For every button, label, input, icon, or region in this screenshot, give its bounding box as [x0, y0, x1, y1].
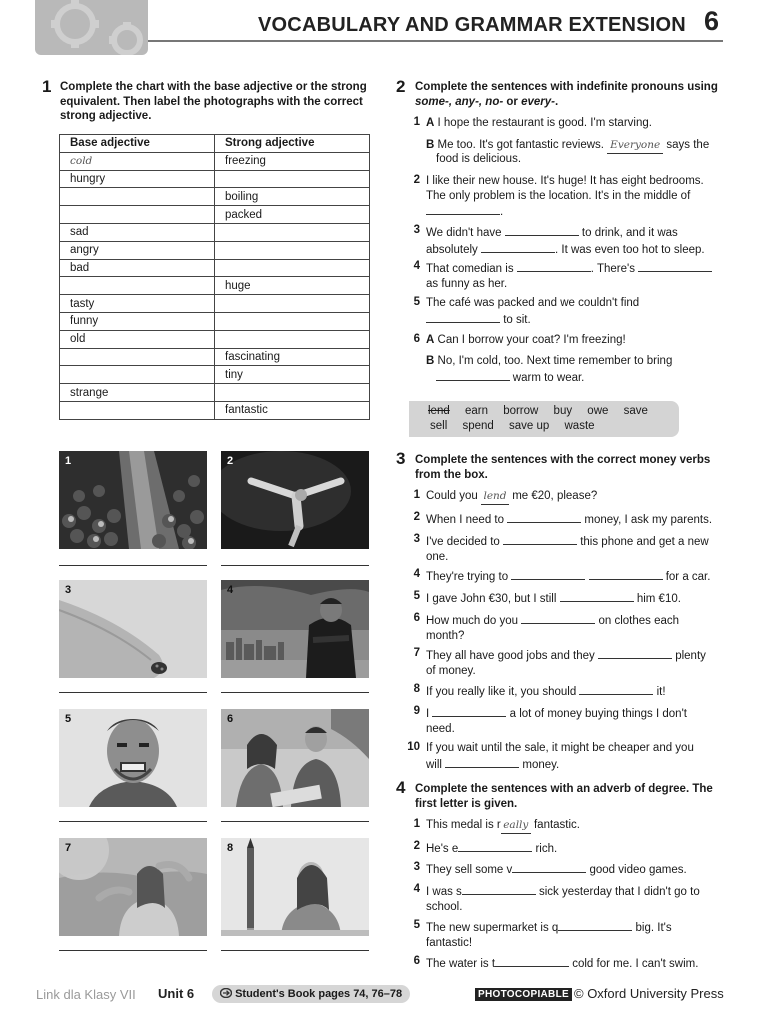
chart-cell-base: bad	[60, 259, 215, 277]
chart-cell-strong[interactable]	[215, 170, 370, 188]
photo-answer-line[interactable]	[221, 821, 369, 822]
photocopiable-badge: PHOTOCOPIABLE	[475, 988, 572, 1001]
students-book-reference: Student's Book pages 74, 76–78	[212, 985, 410, 1003]
ex2-item-4: That comedian is . There's as funny as her.	[426, 260, 726, 291]
photo-number: 6	[227, 713, 234, 725]
ex3-item-9: I a lot of money buying things I don't need.	[426, 705, 726, 736]
answer-blank[interactable]: lend	[481, 489, 509, 505]
chart-cell-base[interactable]	[60, 348, 215, 366]
photo-answer-line[interactable]	[221, 950, 369, 951]
chart-cell-strong: fantastic	[215, 401, 370, 419]
footer-series-title: Link dla Klasy VII	[36, 987, 136, 1002]
answer-blank[interactable]	[512, 861, 586, 873]
chart-cell-base: angry	[60, 241, 215, 259]
footer-unit: Unit 6	[158, 986, 195, 1001]
question-number: 4	[413, 883, 420, 895]
ex2-item-1b-line2: food is delicious.	[436, 153, 522, 165]
answer-blank[interactable]	[445, 756, 519, 768]
photo-answer-line[interactable]	[221, 565, 369, 566]
word-box-item: save up	[509, 420, 550, 432]
chart-cell-strong: tiny	[215, 366, 370, 384]
ex2-item-6a: A Can I borrow your coat? I'm freezing!	[426, 334, 626, 346]
answer-blank[interactable]	[495, 955, 569, 967]
word-box-item: save	[623, 405, 648, 417]
exercise-1-number: 1	[42, 77, 52, 96]
question-number: 2	[413, 511, 420, 523]
ex3-item-8: If you really like it, you should it!	[426, 683, 726, 700]
exercise-1-instruction: Complete the chart with the base adjective or the strong equivalent. Then label the photographs with the correct strong adjective.	[60, 81, 367, 122]
photo-number: 3	[65, 584, 72, 596]
chart-cell-base: funny	[60, 312, 215, 330]
ex2-item-6b: B No, I'm cold, too. Next time remember to bring warm to wear.	[426, 355, 673, 384]
word-box-item: spend	[462, 420, 494, 432]
answer-blank[interactable]	[560, 590, 634, 602]
unit-number: 6	[704, 6, 720, 36]
answer-blank[interactable]	[511, 568, 585, 580]
question-number: 8	[413, 683, 420, 695]
chart-cell-strong[interactable]	[215, 384, 370, 402]
chart-cell-base: hungry	[60, 170, 215, 188]
answer-blank[interactable]	[426, 311, 500, 323]
question-number: 3	[413, 224, 420, 236]
photo-answer-line[interactable]	[221, 692, 369, 693]
answer-blank[interactable]	[458, 840, 532, 852]
ex3-item-10: If you wait until the sale, it might be cheaper and you will money.	[426, 742, 694, 771]
chart-cell-base[interactable]	[60, 188, 215, 206]
question-number: 6	[413, 333, 420, 345]
chart-cell-strong: freezing	[215, 152, 370, 170]
ex2-item-5: The café was packed and we couldn't find to sit.	[426, 297, 640, 326]
chart-cell-base: sad	[60, 223, 215, 241]
question-number: 9	[413, 705, 420, 717]
ex2-item-2: I like their new house. It's huge! It has eight bedrooms. The only problem is the location. It's in the middle of .	[426, 175, 704, 218]
exercise-3-number: 3	[396, 449, 406, 468]
answer-blank[interactable]	[432, 705, 506, 717]
answer-blank[interactable]	[436, 369, 510, 381]
photo-crowded-escalator	[59, 451, 207, 549]
ex3-item-1: Could you lend me €20, please?	[426, 489, 726, 505]
question-number: 5	[413, 296, 420, 308]
header-gear-tab	[35, 0, 148, 55]
chart-cell-strong[interactable]	[215, 223, 370, 241]
chart-cell-strong[interactable]	[215, 330, 370, 348]
publisher-credit: © Oxford University Press	[574, 986, 724, 1001]
question-number: 2	[413, 174, 420, 186]
column-header-base: Base adjective	[60, 135, 215, 153]
chart-cell-strong[interactable]	[215, 241, 370, 259]
money-verbs-word-box	[409, 401, 679, 437]
answer-blank[interactable]	[507, 511, 581, 523]
chart-cell-strong: fascinating	[215, 348, 370, 366]
page-title: VOCABULARY AND GRAMMAR EXTENSION	[258, 14, 686, 36]
photo-laughing-couple	[221, 709, 369, 807]
photo-number: 7	[65, 842, 72, 854]
photo-woman-in-heat	[59, 838, 207, 936]
gear-icon	[35, 0, 148, 55]
question-number: 3	[413, 533, 420, 545]
word-box-item: waste	[564, 420, 595, 432]
photo-answer-line[interactable]	[59, 565, 207, 566]
arrow-icon	[220, 987, 232, 997]
answer-blank[interactable]: Everyone	[607, 138, 663, 154]
question-number: 5	[413, 590, 420, 602]
question-number: 1	[413, 489, 420, 501]
word-box-row	[409, 401, 679, 419]
chart-cell-base: strange	[60, 384, 215, 402]
ex4-item-6: The water is t cold for me. I can't swim.	[426, 955, 726, 972]
question-number: 6	[413, 955, 420, 967]
answer-blank[interactable]	[521, 612, 595, 624]
answer-blank[interactable]: eally	[501, 818, 531, 834]
word-box-item: owe	[587, 405, 609, 417]
photo-number: 2	[227, 455, 234, 467]
question-number: 1	[413, 818, 420, 830]
ex3-item-5: I gave John €30, but I still him €10.	[426, 590, 726, 607]
ex3-item-6: How much do you on clothes each month?	[426, 612, 726, 643]
ex3-item-2: When I need to money, I ask my parents.	[426, 511, 726, 528]
answer-blank[interactable]	[589, 568, 663, 580]
answer-blank[interactable]	[558, 919, 632, 931]
photo-woman-with-giant-pencil	[221, 838, 369, 936]
question-number: 6	[413, 612, 420, 624]
question-number: 2	[413, 840, 420, 852]
question-number: 4	[413, 260, 420, 272]
word-box-item: earn	[464, 405, 488, 417]
word-box-item: buy	[553, 405, 573, 417]
ex4-item-5: The new supermarket is q big. It's fantastic!	[426, 919, 726, 950]
ex3-item-3: I've decided to this phone and get a new one.	[426, 533, 726, 564]
chart-cell-base[interactable]	[60, 206, 215, 224]
chart-cell-base[interactable]	[60, 366, 215, 384]
exercise-3-instruction: Complete the sentences with the correct money verbs from the box.	[415, 454, 711, 481]
answer-blank[interactable]	[503, 533, 577, 545]
chart-cell-strong[interactable]	[215, 259, 370, 277]
photo-number: 1	[65, 455, 72, 467]
answer-blank[interactable]	[505, 224, 579, 236]
answer-blank[interactable]	[426, 203, 500, 215]
question-number: 3	[413, 861, 420, 873]
answer-blank[interactable]	[462, 883, 536, 895]
photo-number: 5	[65, 713, 72, 725]
photo-man-in-cold-city	[221, 580, 369, 678]
photo-angry-man	[59, 709, 207, 807]
chart-cell-base[interactable]	[60, 401, 215, 419]
question-number: 1	[413, 116, 420, 128]
adjective-chart	[59, 134, 370, 420]
chart-cell-strong[interactable]	[215, 312, 370, 330]
photo-answer-line[interactable]	[59, 950, 207, 951]
exercise-2-number: 2	[396, 77, 406, 96]
photo-ladybird-on-finger	[59, 580, 207, 678]
word-box-row	[409, 419, 679, 434]
photo-number: 4	[227, 584, 234, 596]
ex2-item-1b: B Me too. It's got fantastic reviews. Everyone says the	[426, 138, 726, 154]
ex3-item-4: They're trying to for a car.	[426, 568, 726, 585]
header-rule	[148, 40, 723, 42]
exercise-2-instruction: Complete the sentences with indefinite pronouns using some-, any-, no- or every-.	[415, 81, 718, 108]
chart-cell-base[interactable]	[60, 277, 215, 295]
word-box-item: borrow	[503, 405, 539, 417]
ex4-item-4: I was s sick yesterday that I didn't go to school.	[426, 883, 726, 914]
question-number: 10	[407, 741, 420, 753]
ex4-item-2: He's e rich.	[426, 840, 726, 857]
word-box-item: sell	[430, 420, 448, 432]
chart-cell-strong: boiling	[215, 188, 370, 206]
ex4-item-3: They sell some v good video games.	[426, 861, 726, 878]
ex2-item-1a: A I hope the restaurant is good. I'm starving.	[426, 117, 652, 129]
photo-answer-line[interactable]	[59, 692, 207, 693]
answer-blank[interactable]	[598, 647, 672, 659]
ex2-item-3: We didn't have to drink, and it was absolutely . It was even too hot to sleep.	[426, 224, 726, 257]
photo-breakdancer	[221, 451, 369, 549]
exercise-4-instruction: Complete the sentences with an adverb of degree. The first letter is given.	[415, 783, 713, 810]
chart-cell-strong: packed	[215, 206, 370, 224]
answer-blank[interactable]	[517, 260, 591, 272]
photo-answer-line[interactable]	[59, 821, 207, 822]
chart-cell-base: tasty	[60, 295, 215, 313]
answer-blank[interactable]	[638, 260, 712, 272]
chart-cell-strong: huge	[215, 277, 370, 295]
ex3-item-7: They all have good jobs and they plenty of money.	[426, 647, 726, 678]
word-box-item: lend	[428, 405, 450, 417]
photo-number: 8	[227, 842, 234, 854]
column-header-strong: Strong adjective	[215, 135, 370, 153]
ex4-item-1: This medal is r eally fantastic.	[426, 818, 726, 834]
question-number: 4	[413, 568, 420, 580]
chart-cell-strong[interactable]	[215, 295, 370, 313]
question-number: 7	[413, 647, 420, 659]
answer-blank[interactable]	[579, 683, 653, 695]
question-number: 5	[413, 919, 420, 931]
chart-cell-base[interactable]: cold	[60, 152, 215, 170]
chart-cell-base: old	[60, 330, 215, 348]
answer-blank[interactable]	[481, 241, 555, 253]
exercise-4-number: 4	[396, 778, 406, 797]
